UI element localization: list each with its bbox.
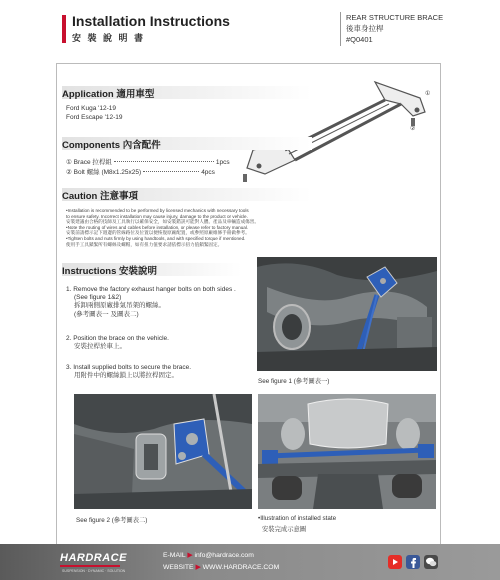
facebook-icon[interactable] [406, 555, 420, 569]
wechat-icon[interactable] [424, 555, 438, 569]
svg-text:①: ① [425, 91, 431, 97]
step-2: 2. Position the brace on the vehicle. 安裝拉桿於車上。 [66, 335, 169, 351]
product-name: REAR STRUCTURE BRACE [346, 13, 444, 22]
figure-2-photo [74, 394, 252, 509]
components-heading: Components 內含配件 [62, 137, 312, 150]
vehicle-1: Ford Kuga '12-19 [66, 105, 117, 112]
step-3: 3. Install supplied bolts to secure the brace. 用附件中的螺絲鎖上以將拉桿固定。 [66, 364, 192, 380]
figure-3-photo [258, 394, 436, 509]
brand-logo: HARDRACE [60, 552, 127, 564]
application-heading: Application 適用車型 [62, 86, 312, 99]
website-icon: ▶ [195, 564, 201, 571]
step-1: 1. Remove the factory exhaust hanger bolts on both sides . (See figure 1&2) 拆卸兩側原廠排氣吊架的螺絲。 (參考圖表一 及圖表二) [66, 286, 236, 318]
product-info [346, 12, 443, 45]
header-divider [340, 12, 341, 46]
caution-text: •Installation is recommended to be performed by licensed mechanics with necessary tools to ensure safety. Incorrect installation may cause injury, damage to the product or vehicle. 安裝建議由合格的技師及工具執行以確保安全，如安裝錯誤可能對人體、產品及車輛造成傷害。 •Note the routing of wires and cables before installation, or please refer to factory manual. 安裝前請標示記下週邊的管線路位及位置以便恢復原廠配置，或參照原廠維修手冊做參考。 •Tighten bolts and nuts firmly by using handtools, and with specified torque if mentioned. 使用手工具鎖緊所有螺絲及螺帽，如有扭力值要求請依標示扭力值鎖緊固定。 [66, 208, 259, 247]
page-title: Installation Instructions [72, 13, 230, 29]
email-label: E-MAIL [163, 552, 186, 559]
vehicle-2: Ford Escape '12-19 [66, 114, 123, 121]
page-title-chinese: 安 裝 說 明 書 [72, 33, 146, 43]
svg-text:②: ② [410, 126, 416, 132]
figure-1-caption: See figure 1 (參考圖表一) [258, 378, 330, 385]
instructions-heading: Instructions 安裝說明 [62, 263, 242, 276]
website-contact [163, 563, 279, 571]
youtube-icon[interactable] [388, 555, 402, 569]
figure-2-caption: See figure 2 (參考圖表二) [76, 517, 148, 524]
part-number: #Q0401 [346, 35, 373, 44]
caution-heading: Caution 注意事項 [62, 188, 312, 201]
figure-3-caption-chinese: 安裝完成示意圖 [262, 526, 307, 533]
email-icon: ▶ [187, 552, 193, 559]
email-contact [163, 551, 254, 559]
component-brace: ① Brace 拉桿組 1pcs [66, 159, 230, 166]
product-name-chinese: 後車身拉桿 [346, 24, 384, 33]
website-label: WEBSITE [163, 564, 194, 571]
figure-3-caption: •Illustration of installed state [258, 515, 337, 522]
email-link[interactable]: info@hardrace.com [194, 552, 254, 559]
component-bolt: ② Bolt 螺絲 (M8x1.25x25) 4pcs [66, 169, 215, 176]
brand-tagline: SUSPENSION · DYNAMIC · SOLUTION [62, 569, 126, 573]
brand-logo-underline [60, 565, 120, 567]
website-link[interactable]: WWW.HARDRACE.COM [202, 564, 280, 571]
header-accent-bar [62, 15, 66, 43]
figure-1-photo [257, 257, 437, 371]
